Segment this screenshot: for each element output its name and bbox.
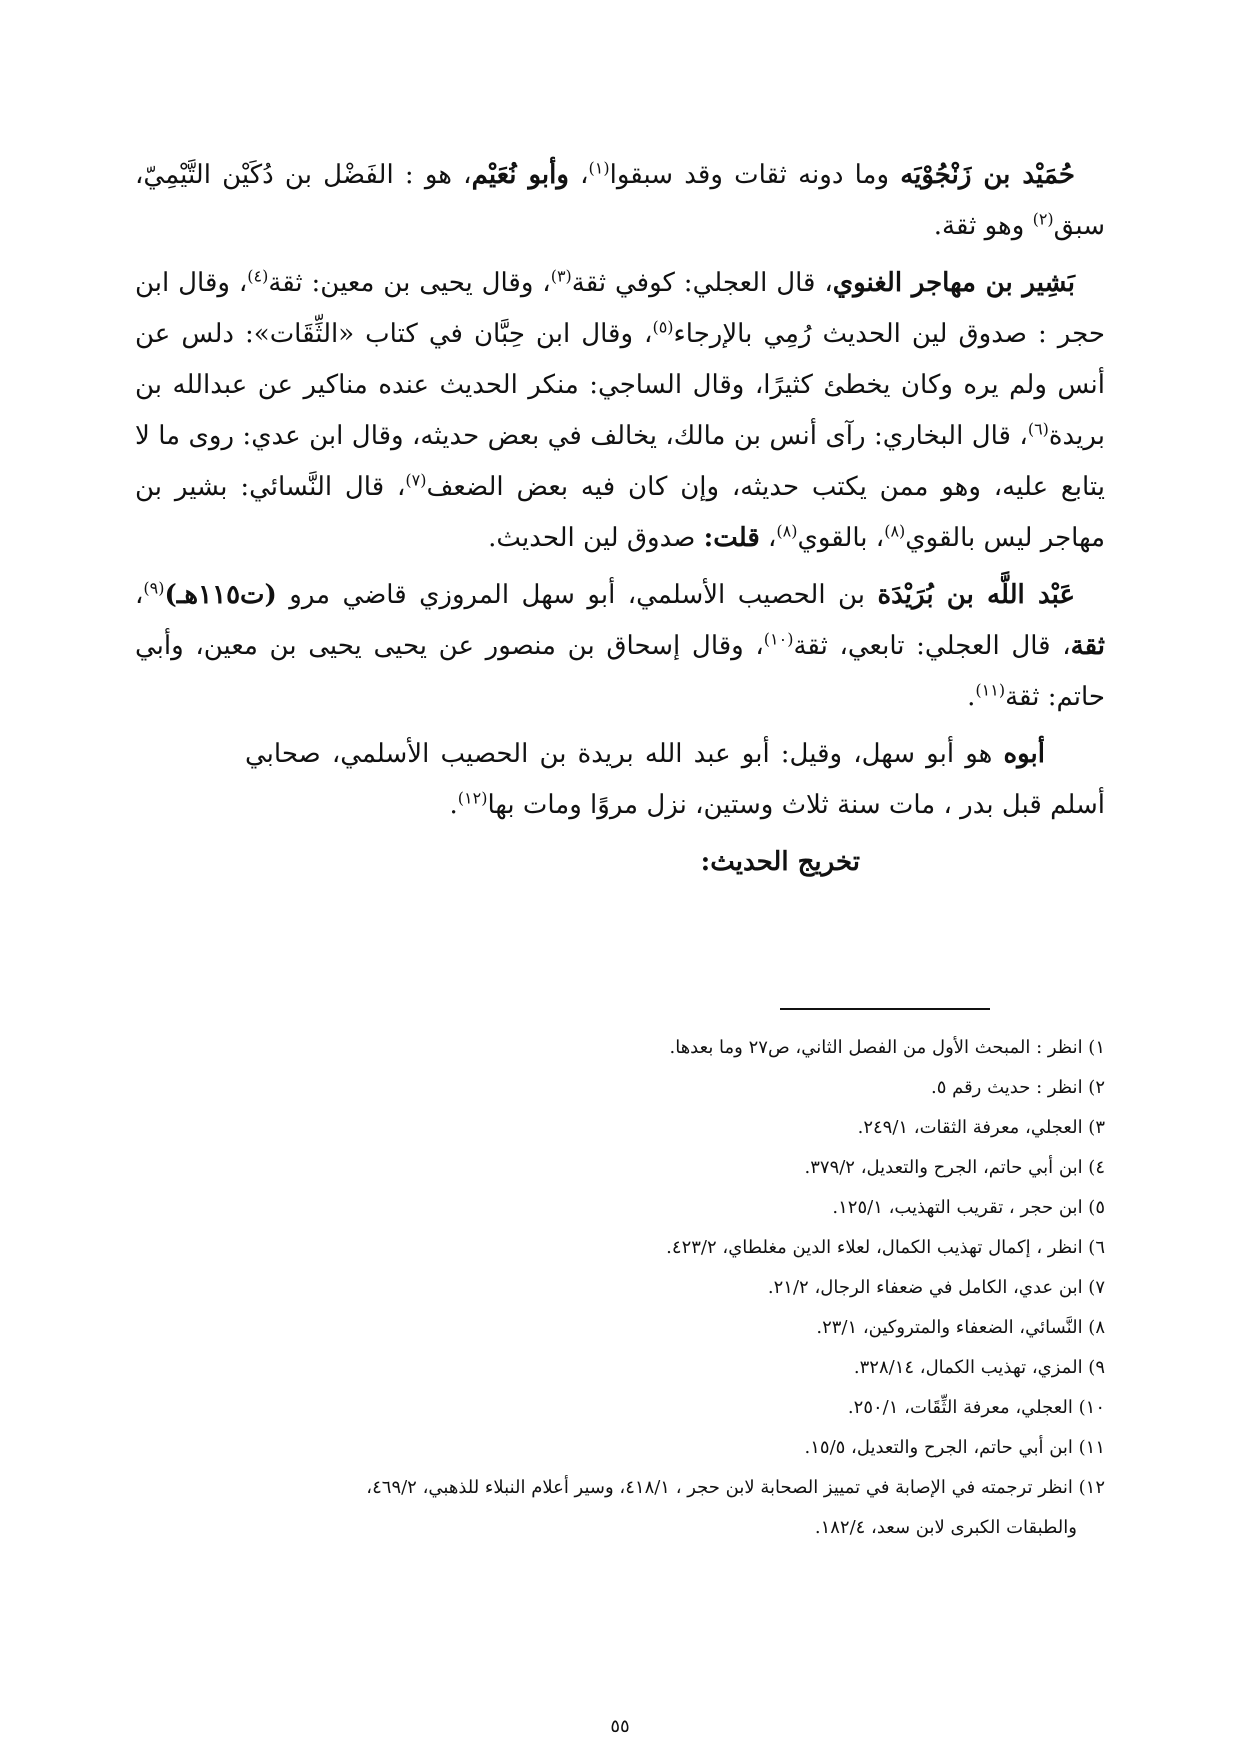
paragraph-humaid [135, 150, 1105, 252]
text-run: . [449, 790, 458, 820]
text-run: بن الحصيب الأسلمي، أبو سهل المروزي قاضي مرو [276, 580, 878, 610]
footnote: ٤) ابن أبي حاتم، الجرح والتعديل، ٣٧٩/٢. [804, 1157, 1105, 1178]
text-run: ، وقال ابن حِبَّان في كتاب «الثِّقَات»: دلس عن أنس ولم يره وكان يخطئ كثيرًا، وقال الساجي: منكر الحديث عنده مناكير عن عبدالله بن بريدة [135, 319, 1105, 451]
bold-term: ثقة [1070, 631, 1105, 661]
text-run: ، هو : الفَضْل بن دُكَيْن التَّيْمِيّ، سبق [135, 160, 1105, 241]
bold-term: بَشِير بن مهاجر الغنوي [832, 268, 1075, 298]
body-text [135, 150, 1105, 894]
footnote-separator [780, 1008, 990, 1010]
footnote-marker: (٨) [884, 521, 906, 541]
footnote-12-line1: ١٢) انظر ترجمته في الإصابة في تمييز الصحابة لابن حجر ، ٤١٨/١، وسير أعلام النبلاء للذهبي، ٤٦٩/٢، [366, 1477, 1105, 1498]
footnote-marker: (١) [588, 158, 610, 178]
text-run: وما دونه ثقات وقد سبقوا [609, 160, 901, 190]
footnote: ٢) انظر : حديث رقم ٥. [930, 1077, 1105, 1098]
footnote-marker: (٢) [1032, 209, 1054, 229]
footnote: ٨) النَّسائي، الضعفاء والمتروكين، ٢٣/١. [816, 1317, 1105, 1338]
bold-term: عَبْد اللَّه بن بُرَيْدَة [877, 580, 1075, 610]
paragraph-abdullah [135, 570, 1105, 723]
footnote: ١٠) العجلي، معرفة الثِّقَات، ٢٥٠/١. [847, 1397, 1105, 1418]
footnote-marker: (٣) [550, 266, 572, 286]
text-run: ، وقال إسحاق بن منصور عن يحيى يحيى بن معين، وأبي حاتم: ثقة [135, 631, 1105, 712]
bold-term: حُمَيْد بن زَنْجُوْيَه [900, 160, 1075, 190]
text-run: ، قال النَّسائي: بشير بن مهاجر ليس بالقوي [135, 472, 1105, 553]
bold-term: أبوه [1003, 739, 1045, 769]
text-run: ، [568, 160, 589, 190]
footnote-marker: (٩) [143, 578, 165, 598]
footnote-marker: (٥) [652, 317, 674, 337]
text-run: وهو ثقة. [933, 211, 1033, 241]
footnote: ١) انظر : المبحث الأول من الفصل الثاني، ص٢٧ وما بعدها. [669, 1037, 1105, 1058]
footnote-12-line2: والطبقات الكبرى لابن سعد، ١٨٢/٤. [814, 1517, 1077, 1538]
paragraph-bashir [135, 258, 1105, 564]
paragraph-father [135, 729, 1105, 831]
text-run: ، وقال ابن حجر : صدوق لين الحديث رُمِي بالإرجاء [135, 268, 1105, 349]
footnote-marker: (٧) [405, 470, 427, 490]
footnote-12 [135, 1468, 1105, 1548]
text-run: ، بالقوي [797, 523, 885, 553]
text-run: ، [759, 523, 777, 553]
footnote: ٦) انظر ، إكمال تهذيب الكمال، لعلاء الدين مغلطاي، ٤٢٣/٢. [666, 1237, 1105, 1258]
text-run: ، قال العجلي: تابعي، ثقة [793, 631, 1071, 661]
footnote-marker: (١٢) [457, 788, 488, 808]
footnote: ٩) المزي، تهذيب الكمال، ٣٢٨/١٤. [853, 1357, 1105, 1378]
section-heading: تخريج الحديث: [700, 847, 860, 877]
footnote: ١١) ابن أبي حاتم، الجرح والتعديل، ١٥/٥. [804, 1437, 1105, 1458]
footnote-marker: (١٠) [763, 629, 794, 649]
text-run: . [967, 682, 976, 712]
footnote: ٣) العجلي، معرفة الثقات، ٢٤٩/١. [857, 1117, 1105, 1138]
text-run: هو أبو سهل، وقيل: أبو عبد الله بريدة بن الحصيب الأسلمي، صحابي أسلم قبل بدر ، مات سنة ثلاث وستين، نزل مروًا ومات بها [245, 739, 1105, 820]
page-number: ٥٥ [610, 1716, 630, 1737]
footnote-marker: (١١) [975, 680, 1006, 700]
text-run: صدوق لين الحديث. [488, 523, 704, 553]
footnote: ٥) ابن حجر ، تقريب التهذيب، ١٢٥/١. [832, 1197, 1105, 1218]
text-run: ، [135, 580, 144, 610]
footnote-marker: (٤) [247, 266, 269, 286]
footnotes [135, 1028, 1105, 1548]
text-run: ، وقال يحيى بن معين: ثقة [268, 268, 551, 298]
text-run: ، قال البخاري: رآى أنس بن مالك، يخالف في بعض حديثه، وقال ابن عدي: روى ما لا يتابع عليه، وهو ممن يكتب حديثه، وإن كان فيه بعض الضعف [135, 421, 1105, 502]
footnote-marker: (٨) [776, 521, 798, 541]
footnote: ٧) ابن عدي، الكامل في ضعفاء الرجال، ٢١/٢. [767, 1277, 1105, 1298]
bold-term: وأبو نُعَيْم [471, 160, 569, 190]
text-run: ، قال العجلي: كوفي ثقة [571, 268, 833, 298]
footnote-marker: (٦) [1027, 419, 1049, 439]
bold-term: قلت: [703, 523, 760, 553]
bold-term: (ت١١٥هـ) [164, 580, 277, 610]
